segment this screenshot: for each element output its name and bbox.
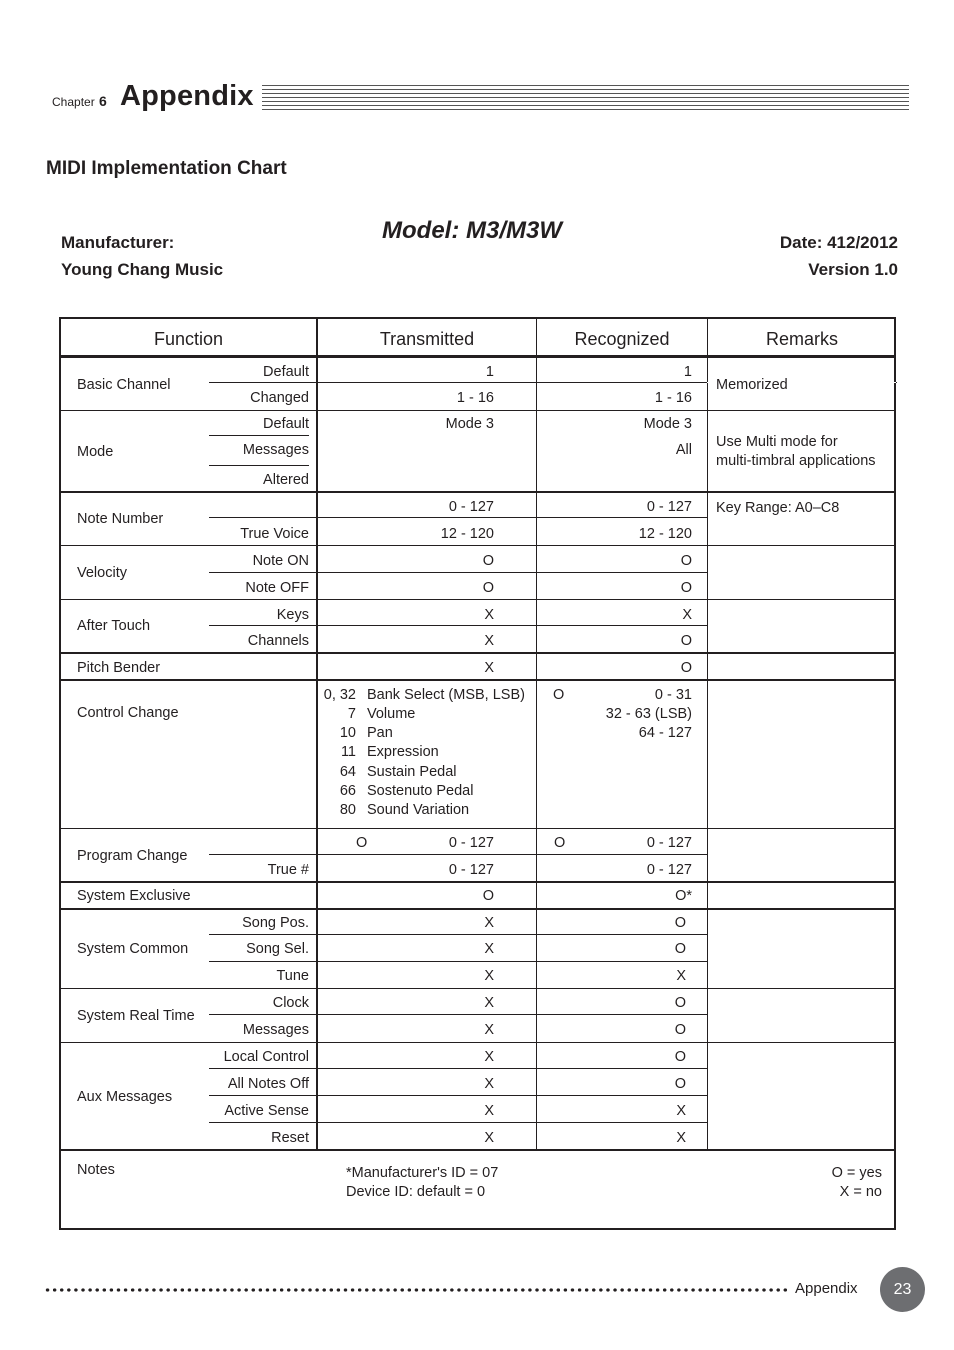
cc-name: Sustain Pedal — [367, 764, 457, 780]
after-touch-rx-channels: O — [680, 633, 692, 649]
note-number-tx-true: 12 - 120 — [440, 526, 494, 542]
cc-rx-value: 0 - 31 — [654, 687, 692, 703]
cc-name: Pan — [367, 725, 393, 741]
system-real-time-tx-clock: X — [484, 995, 494, 1011]
header-recognized: Recognized — [574, 329, 670, 349]
aux-rx-local: O — [674, 1049, 686, 1065]
aux-rx-all-notes: O — [674, 1076, 686, 1092]
aux-tx-local: X — [484, 1049, 494, 1065]
mode-rx-messages: All — [675, 442, 692, 458]
system-real-time-label: System Real Time — [77, 1008, 195, 1024]
basic-channel-tx-default: 1 — [485, 364, 494, 380]
velocity-label: Velocity — [77, 565, 127, 581]
after-touch-tx-keys: X — [484, 607, 494, 623]
mode-rx-default: Mode 3 — [643, 416, 692, 432]
mode-messages-label: Messages — [242, 442, 309, 458]
header-remarks: Remarks — [765, 329, 838, 349]
system-common-rx-tune: X — [676, 968, 686, 984]
velocity-tx-off: O — [482, 580, 494, 596]
header-function: Function — [153, 329, 224, 349]
basic-channel-remarks: Memorized — [716, 377, 788, 393]
program-change-tx-mark: O — [356, 835, 368, 851]
aux-local-control-label: Local Control — [223, 1049, 309, 1065]
system-common-tx-tune: X — [484, 968, 494, 984]
manufacturer-name: Young Chang Music — [61, 260, 224, 279]
program-change-tx-true: 0 - 127 — [448, 862, 494, 878]
notes-label: Notes — [77, 1162, 115, 1178]
basic-channel-tx-changed: 1 - 16 — [456, 390, 494, 406]
section-title: MIDI Implementation Chart — [46, 158, 287, 179]
mode-remarks-line2: multi-timbral applications — [716, 453, 876, 469]
system-common-song-pos-label: Song Pos. — [242, 915, 309, 931]
aux-active-sense-label: Active Sense — [224, 1103, 309, 1119]
note-number-true-voice-label: True Voice — [240, 526, 309, 542]
mode-default-label: Default — [263, 416, 309, 432]
cc-number: 10 — [339, 725, 356, 741]
midi-implementation-chart — [59, 317, 896, 1230]
after-touch-channels-label: Channels — [247, 633, 309, 649]
version-label: Version 1.0 — [808, 260, 898, 279]
aux-reset-label: Reset — [271, 1130, 309, 1146]
pitch-bender-tx: X — [484, 660, 494, 676]
cc-number: 11 — [340, 744, 356, 760]
chapter-number: 6 — [99, 93, 107, 109]
basic-channel-changed-label: Changed — [250, 390, 309, 406]
date-label: Date: 412/2012 — [779, 233, 898, 252]
velocity-rx-off: O — [680, 580, 692, 596]
basic-channel-rx-changed: 1 - 16 — [654, 390, 692, 406]
cc-number: 66 — [339, 783, 356, 799]
aux-messages-label: Aux Messages — [77, 1089, 173, 1105]
page-title: Appendix — [120, 80, 254, 112]
aux-tx-all-notes: X — [484, 1076, 494, 1092]
cc-rx-value: 32 - 63 (LSB) — [605, 706, 692, 722]
note-number-rx-true: 12 - 120 — [638, 526, 692, 542]
velocity-tx-on: O — [482, 553, 494, 569]
pitch-bender-rx: O — [680, 660, 692, 676]
system-common-song-sel-label: Song Sel. — [246, 941, 309, 957]
notes-legend-no: X = no — [839, 1184, 882, 1200]
system-common-tx-song-pos: X — [484, 915, 494, 931]
mode-remarks-line1: Use Multi mode for — [716, 434, 838, 450]
model-label: Model: M3/M3W — [382, 217, 562, 244]
basic-channel-label: Basic Channel — [77, 377, 171, 393]
system-real-time-messages-label: Messages — [242, 1022, 309, 1038]
after-touch-rx-keys: X — [682, 607, 692, 623]
cc-name: Expression — [367, 744, 439, 760]
page-number-badge: 23 — [880, 1267, 925, 1312]
system-common-label: System Common — [77, 941, 189, 957]
notes-manufacturer-id: *Manufacturer's ID = 07 — [346, 1165, 499, 1181]
program-change-label: Program Change — [77, 848, 188, 864]
footer-dotted-rule — [44, 1288, 790, 1292]
cc-rx-mark: O — [553, 687, 565, 703]
cc-number: 64 — [339, 764, 356, 780]
aux-tx-active: X — [484, 1103, 494, 1119]
notes-device-id: Device ID: default = 0 — [346, 1184, 486, 1200]
system-common-rx-song-sel: O — [674, 941, 686, 957]
system-exclusive-rx: O* — [675, 888, 692, 904]
cc-name: Volume — [367, 706, 416, 722]
cc-rx-value: 64 - 127 — [638, 725, 692, 741]
cc-name: Bank Select (MSB, LSB) — [367, 687, 525, 703]
aux-rx-reset: X — [676, 1130, 686, 1146]
program-change-tx-range: 0 - 127 — [448, 835, 494, 851]
mode-altered-label: Altered — [263, 472, 309, 488]
system-real-time-tx-messages: X — [484, 1022, 494, 1038]
basic-channel-default-label: Default — [263, 364, 309, 380]
title-rule — [262, 85, 909, 111]
system-real-time-clock-label: Clock — [272, 995, 309, 1011]
basic-channel-rx-default: 1 — [683, 364, 692, 380]
chapter-label: Chapter — [52, 95, 95, 109]
cc-number: 7 — [347, 706, 356, 722]
note-number-tx-range: 0 - 127 — [448, 499, 494, 515]
system-common-tune-label: Tune — [276, 968, 309, 984]
note-number-rx-range: 0 - 127 — [646, 499, 692, 515]
notes-legend-yes: O = yes — [831, 1165, 882, 1181]
velocity-off-label: Note OFF — [245, 580, 309, 596]
program-change-rx-mark: O — [554, 835, 566, 851]
system-common-rx-song-pos: O — [674, 915, 686, 931]
velocity-on-label: Note ON — [252, 553, 309, 569]
manufacturer-label: Manufacturer: — [61, 233, 175, 252]
system-exclusive-tx: O — [482, 888, 494, 904]
velocity-rx-on: O — [680, 553, 692, 569]
program-change-rx-true: 0 - 127 — [646, 862, 692, 878]
note-number-remarks: Key Range: A0–C8 — [716, 500, 840, 516]
mode-label: Mode — [77, 444, 114, 460]
note-number-label: Note Number — [77, 511, 164, 527]
cc-name: Sostenuto Pedal — [367, 783, 474, 799]
aux-all-notes-off-label: All Notes Off — [227, 1076, 309, 1092]
cc-number: 0, 32 — [323, 687, 356, 703]
header-transmitted: Transmitted — [379, 329, 475, 349]
system-exclusive-label: System Exclusive — [77, 888, 191, 904]
system-real-time-rx-messages: O — [674, 1022, 686, 1038]
system-real-time-rx-clock: O — [674, 995, 686, 1011]
mode-tx-default: Mode 3 — [445, 416, 494, 432]
after-touch-tx-channels: X — [484, 633, 494, 649]
pitch-bender-label: Pitch Bender — [77, 660, 161, 676]
footer-section-label: Appendix — [795, 1280, 858, 1297]
program-change-true-label: True # — [267, 862, 309, 878]
system-common-tx-song-sel: X — [484, 941, 494, 957]
cc-name: Sound Variation — [367, 802, 470, 818]
program-change-rx-range: 0 - 127 — [646, 835, 692, 851]
aux-tx-reset: X — [484, 1130, 494, 1146]
after-touch-label: After Touch — [77, 618, 151, 634]
control-change-label: Control Change — [77, 705, 179, 721]
after-touch-keys-label: Keys — [276, 607, 309, 623]
cc-number: 80 — [339, 802, 356, 818]
aux-rx-active: X — [676, 1103, 686, 1119]
